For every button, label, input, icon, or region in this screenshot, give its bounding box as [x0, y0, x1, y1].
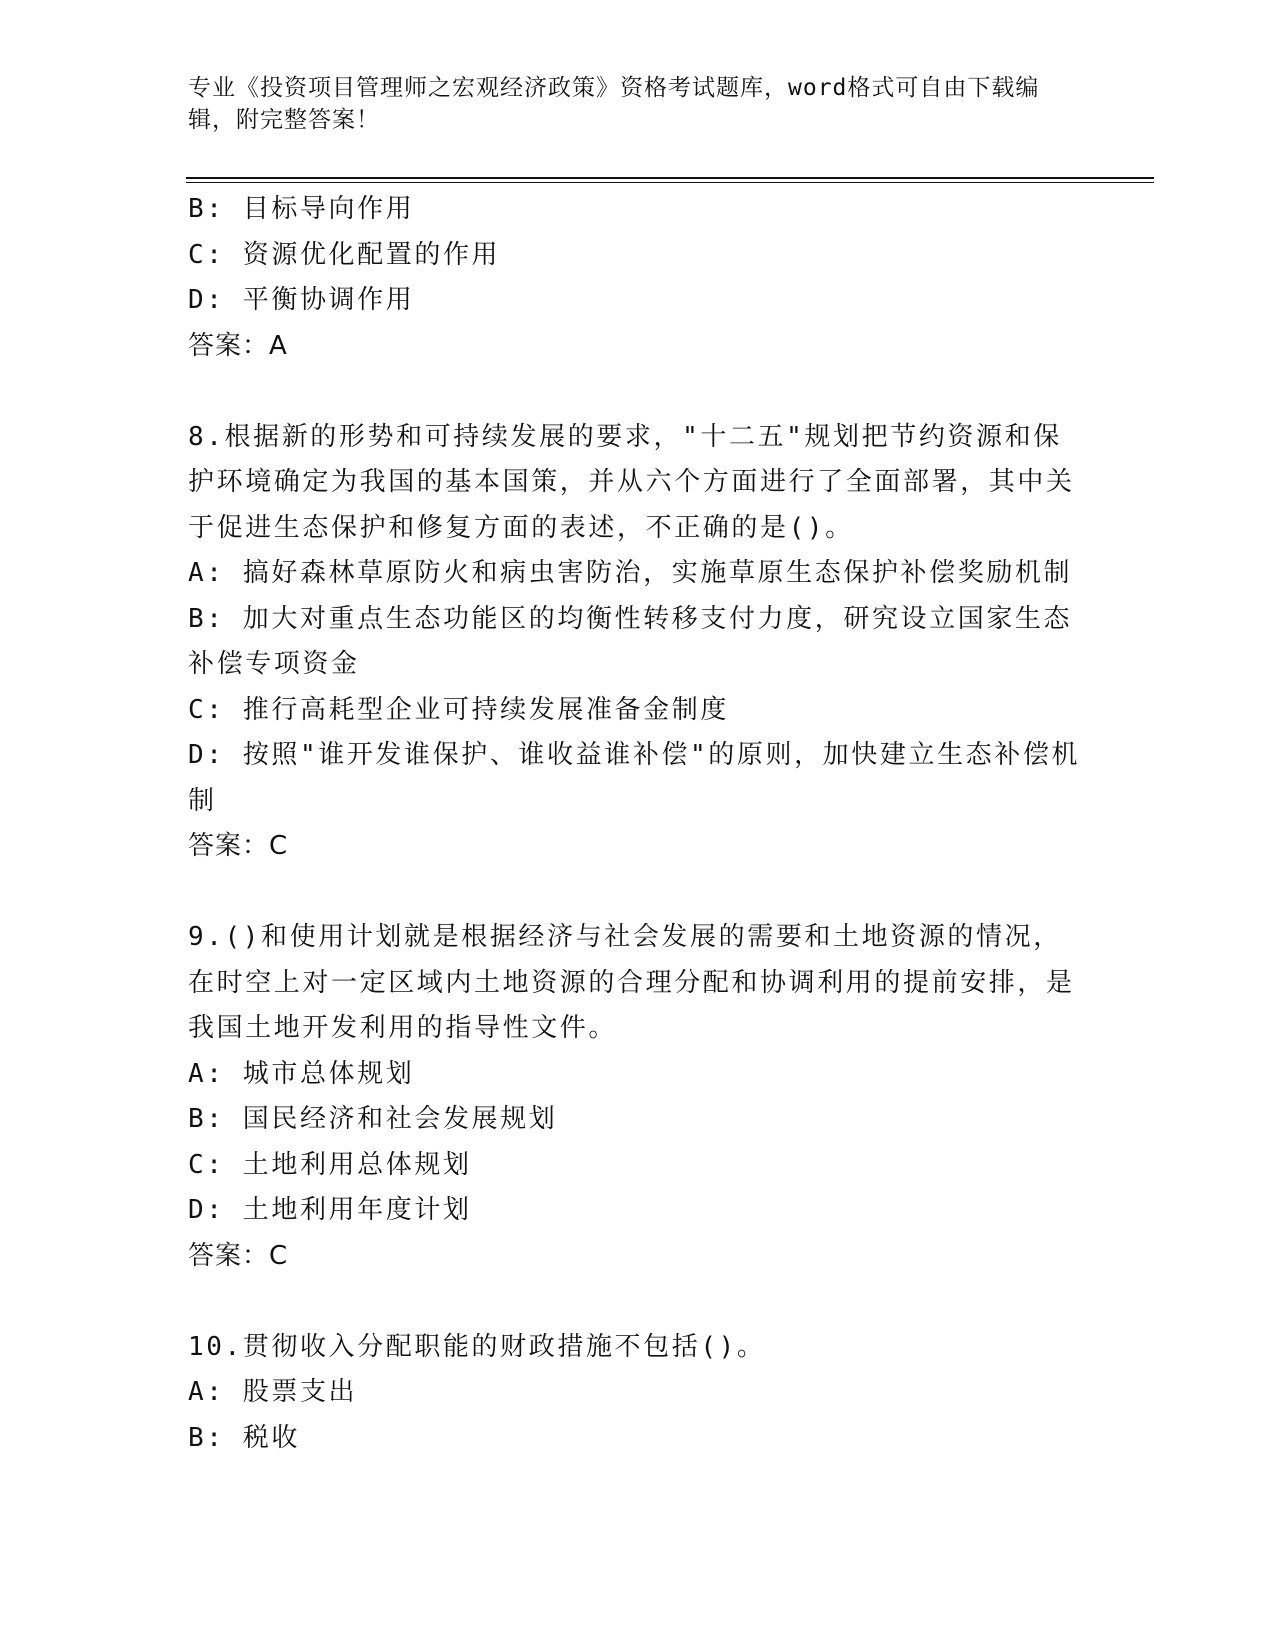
question-8 — [188, 415, 1088, 870]
question-9 — [188, 915, 1088, 1279]
answer: 答案：C — [188, 831, 289, 861]
answer: 答案：C — [188, 1240, 289, 1271]
option-c: C: 土地利用总体规划 — [188, 1149, 472, 1180]
option-c: C: 推行高耗型企业可持续发展准备金制度 — [188, 694, 729, 725]
question-stem: 8.根据新的形势和可持续发展的要求，"十二五"规划把节约资源和保护环境确定为我国的基本国策，并从六个方面进行了全面部署，其中关于促进生态保护和修复方面的表述，不正确的是()。 — [188, 421, 1075, 543]
question-list — [188, 187, 1088, 1461]
option-a: A: 股票支出 — [188, 1377, 358, 1407]
option-b: B: 税收 — [188, 1422, 300, 1453]
header-divider-thick — [186, 177, 1154, 179]
option-d: D: 按照"谁开发谁保护、谁收益谁补偿"的原则，加快建立生态补偿机制 — [188, 740, 1081, 816]
option-b: B: 目标导向作用 — [188, 194, 415, 224]
spacer — [188, 1279, 1088, 1325]
question-stem: 10.贯彻收入分配职能的财政措施不包括()。 — [188, 1331, 766, 1362]
document-header: 专业《投资项目管理师之宏观经济政策》资格考试题库，word格式可自由下载编辑，附完整答案！ — [188, 75, 1040, 133]
header-divider-thin — [186, 182, 1154, 183]
spacer — [188, 870, 1088, 916]
question-7 — [188, 187, 1088, 369]
option-d: D: 平衡协调作用 — [188, 285, 415, 315]
option-a: A: 搞好森林草原防火和病虫害防治，实施草原生态保护补偿奖励机制 — [188, 558, 1073, 588]
answer: 答案：A — [188, 330, 288, 361]
option-a: A: 城市总体规划 — [188, 1058, 415, 1089]
option-b: B: 加大对重点生态功能区的均衡性转移支付力度，研究设立国家生态补偿专项资金 — [188, 603, 1073, 679]
question-10 — [188, 1325, 1088, 1462]
spacer — [188, 369, 1088, 415]
option-b: B: 国民经济和社会发展规划 — [188, 1104, 558, 1134]
option-c: C: 资源优化配置的作用 — [188, 239, 501, 270]
question-stem: 9.()和使用计划就是根据经济与社会发展的需要和土地资源的情况，在时空上对一定区域内土地资源的合理分配和协调利用的提前安排，是我国土地开发利用的指导性文件。 — [188, 922, 1075, 1043]
option-d: D: 土地利用年度计划 — [188, 1195, 472, 1225]
